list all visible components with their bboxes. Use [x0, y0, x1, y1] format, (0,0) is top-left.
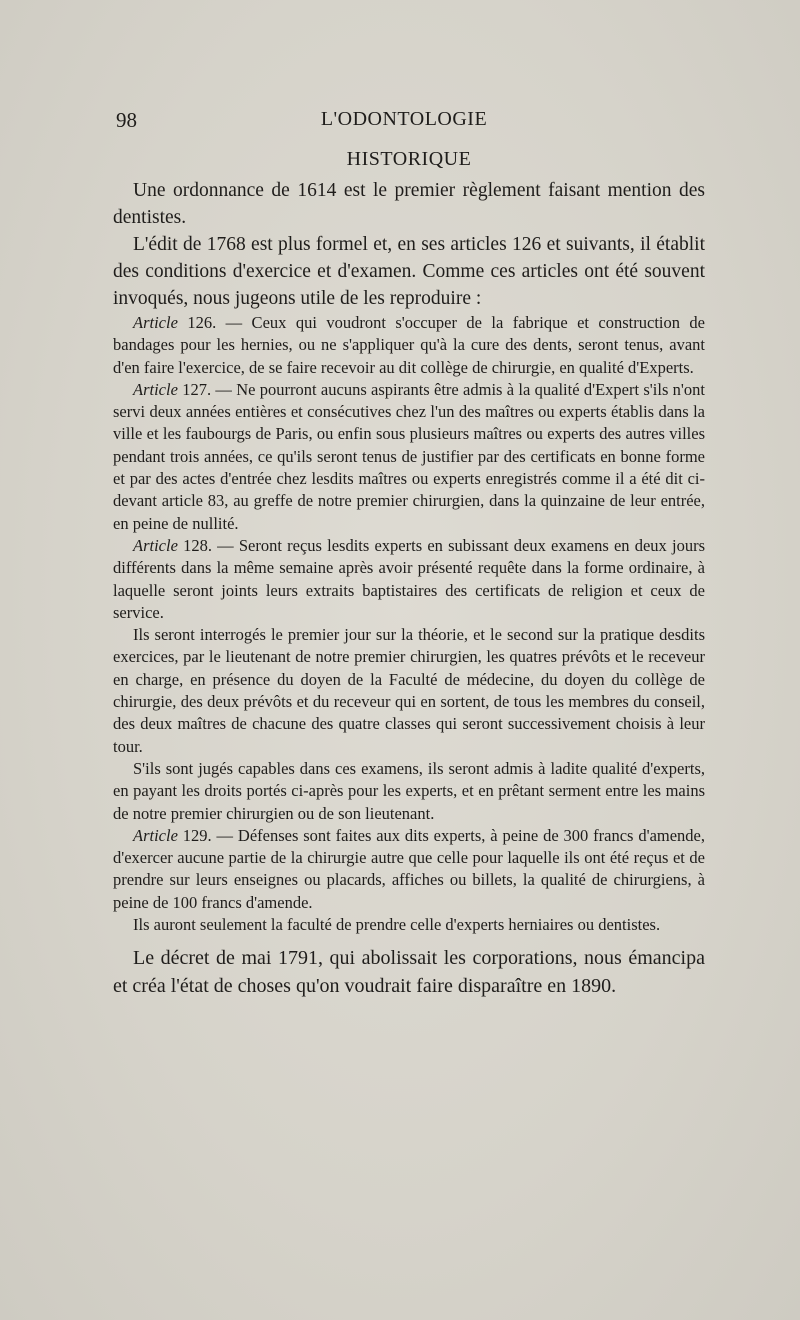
page-number: 98 [116, 108, 137, 132]
section-title: HISTORIQUE [346, 148, 472, 170]
article-128: Article 128. — Seront reçus lesdits experts en subissant deux examens en deux jours différents dans la même semaine après avoir présenté requête dans la forme ordinaire, à laquelle seront joints leurs extraits baptistaires des certificats de religion et ceux de service. [113, 535, 705, 622]
page-header [108, 108, 700, 136]
article-129: Article 129. — Défenses sont faites aux dits experts, à peine de 300 francs d'amende, d'exercer aucune partie de la chirurgie autre que celle pour laquelle ils ont été reçus et de prendre sur leurs enseignes ou placards, affiches ou billets, la qualité de chirurgiens, à peine de 100 francs d'amende. [113, 825, 705, 912]
paragraph: Ils auront seulement la faculté de prendre celle d'experts herniaires ou dentistes. [133, 915, 661, 935]
paragraph: Une ordonnance de 1614 est le premier règlement faisant mention des dentistes. [113, 180, 705, 228]
article-126: Article 126. — Ceux qui voudront s'occuper de la fabrique et construction de bandages pour les hernies, ou ne s'appliquer qu'à la cure des dents, seront tenus, avant d'en faire l'exercice, de se faire recevoir au dit collège de chirurgie, en qualité d'Experts. [113, 313, 705, 377]
paragraph: S'ils sont jugés capables dans ces examens, ils seront admis à ladite qualité d'experts, en payant les droits portés ci-après pour les experts, et en prêtant serment entre les mains de notre premier chirurgien ou de son lieutenant. [113, 758, 705, 823]
page-content [113, 148, 705, 1000]
paragraph: Le décret de mai 1791, qui abolissait les corporations, nous émancipa et créa l'état de choses qu'on voudrait faire disparaître en 1890. [113, 947, 705, 998]
paragraph: Ils seront interrogés le premier jour sur la théorie, et le second sur la pratique desdits exercices, par le lieutenant de notre premier chirurgien, les quatres prévôts et le receveur en charge, en présence du doyen de la Faculté de médecine, du doyen du collège de chirurgie, des deux prévôts et du receveur qui en sortent, de tous les membres du conseil, des deux maîtres de chacune des quatre classes qui seront successivement choisis à leur tour. [113, 625, 705, 756]
paragraph: L'édit de 1768 est plus formel et, en ses articles 126 et suivants, il établit des conditions d'exercice et d'examen. Comme ces articles ont été souvent invoqués, nous jugeons utile de les reproduire : [113, 234, 705, 309]
article-127: Article 127. — Ne pourront aucuns aspirants être admis à la qualité d'Expert s'ils n'ont servi deux années entières et consécutives chez l'un des maîtres ou experts établis dans la ville et les faubourgs de Paris, ou enfin sous plusieurs maîtres ou experts des autres villes pendant trois années, ce qu'ils seront tenus de justifier par des certificats en bonne forme et par des actes d'entrée chez lesdits maîtres ou experts enregistrés comme il a été dit ci-devant article 83, au greffe de notre premier chirurgien, dans la quinzaine de leur entrée, en peine de nullité. [113, 379, 705, 533]
running-title: L'ODONTOLOGIE [320, 108, 488, 130]
